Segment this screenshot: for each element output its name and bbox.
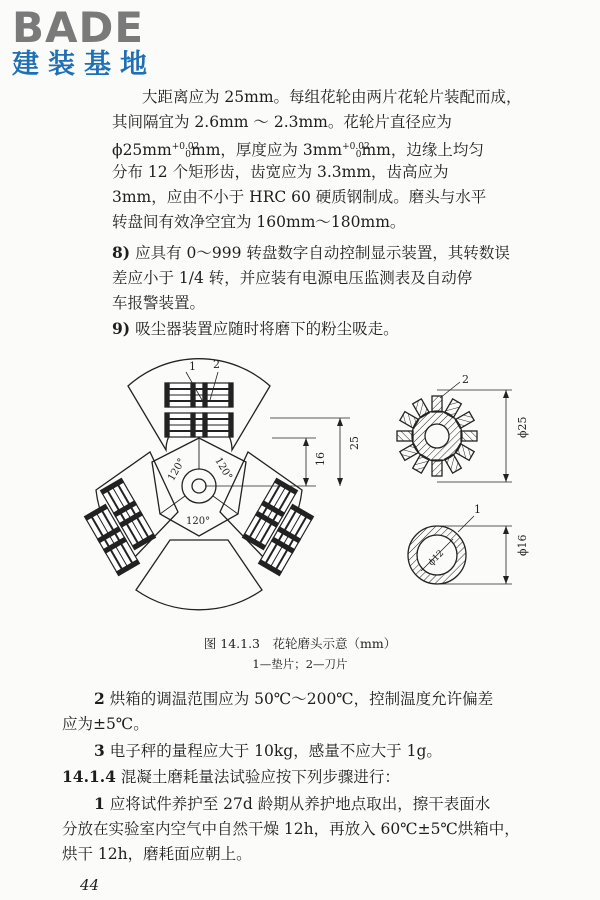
text-line-4: 分布 12 个矩形齿，齿宽应为 3.3mm，齿高应为 bbox=[112, 163, 449, 181]
diameter-value: ϕ25mm bbox=[112, 141, 172, 159]
dimension-phi12: ϕ12 bbox=[426, 548, 447, 569]
page-number: 44 bbox=[80, 876, 100, 894]
tolerance-upper: +0.02 bbox=[171, 142, 200, 152]
grinding-head-top-view bbox=[85, 359, 350, 610]
clause-2-line-1 bbox=[94, 688, 493, 710]
part-label-1: 1 bbox=[189, 360, 196, 373]
item-9-text: 吸尘器装置应随时将磨下的粉尘吸走。 bbox=[135, 320, 399, 338]
dimension-16: 16 bbox=[314, 452, 327, 466]
step-1-number: 1 bbox=[94, 794, 105, 813]
clause-2-text: 烘箱的调温范围应为 50℃～200℃，控制温度允许偏差 bbox=[109, 690, 494, 708]
step-1-text: 应将试件养护至 27d 龄期从养护地点取出，擦干表面水 bbox=[109, 795, 491, 813]
angle-label-left: 120° bbox=[166, 456, 188, 484]
figure-legend: 1—垫片；2—刀片 bbox=[252, 657, 348, 671]
clause-3-number: 3 bbox=[94, 741, 105, 760]
thickness-text: mm，厚度应为 3mm bbox=[191, 141, 343, 159]
step-1-line-2: 分放在实验室内空气中自然干燥 12h，再放入 60℃±5℃烘箱中， bbox=[62, 820, 520, 838]
washer-part-label-1: 1 bbox=[474, 503, 481, 516]
edge-text: mm，边缘上均匀 bbox=[361, 141, 484, 159]
text-line-2: 其间隔宜为 2.6mm ～ 2.3mm。花轮片直径应为 bbox=[112, 113, 452, 131]
tolerance-upper-2: +0.02 bbox=[342, 142, 370, 152]
section-14-1-4 bbox=[62, 766, 400, 788]
angle-label-bottom: 120° bbox=[186, 516, 211, 527]
part-label-2: 2 bbox=[213, 358, 220, 371]
item-8-line-3: 车报警装置。 bbox=[112, 294, 206, 312]
angle-label-right: 120° bbox=[212, 455, 234, 483]
dimension-phi16: ϕ16 bbox=[516, 534, 529, 556]
brand-subtitle: 建装基地 bbox=[12, 49, 156, 80]
tolerance-lower: 0 bbox=[185, 150, 192, 160]
section-text: 混凝土磨耗量法试验应按下列步骤进行： bbox=[120, 768, 400, 786]
item-8-line-2: 差应小于 1/4 转，并应装有电源电压监测表及自动停 bbox=[112, 269, 473, 287]
tolerance-lower-2: 0 bbox=[355, 150, 362, 160]
brand-name: BADE bbox=[12, 3, 145, 52]
spacer-washer-view bbox=[408, 516, 512, 584]
text-line-5: 3mm，应由不小于 HRC 60 硬质钢制成。磨头与水平 bbox=[112, 188, 487, 206]
dimension-25: 25 bbox=[348, 436, 361, 450]
item-8-number: 8) bbox=[112, 243, 131, 262]
item-9-number: 9) bbox=[112, 319, 131, 338]
step-1-line-1 bbox=[94, 793, 490, 815]
step-1-line-3: 烘干 12h，磨耗面应朝上。 bbox=[62, 845, 252, 863]
section-number: 14.1.4 bbox=[62, 767, 116, 786]
cutter-blade-view bbox=[397, 382, 512, 482]
text-line-6: 转盘间有效净空宜为 160mm～180mm。 bbox=[112, 213, 406, 231]
dimension-phi25: ϕ25 bbox=[516, 416, 529, 438]
figure-caption: 图 14.1.3 花轮磨头示意（mm） bbox=[203, 636, 397, 651]
blade-part-label-2: 2 bbox=[462, 373, 469, 386]
clause-3-text: 电子秤的量程应大于 10kg，感量不应大于 1g。 bbox=[109, 742, 442, 760]
item-8-text: 应具有 0～999 转盘数字自动控制显示装置，其转数误 bbox=[135, 244, 510, 262]
clause-2-line-2: 应为±5℃。 bbox=[62, 715, 149, 733]
clause-2-number: 2 bbox=[94, 689, 105, 708]
clause-3 bbox=[94, 740, 442, 762]
text-line-1: 大距离应为 25mm。每组花轮由两片花轮片装配而成， bbox=[142, 88, 522, 106]
